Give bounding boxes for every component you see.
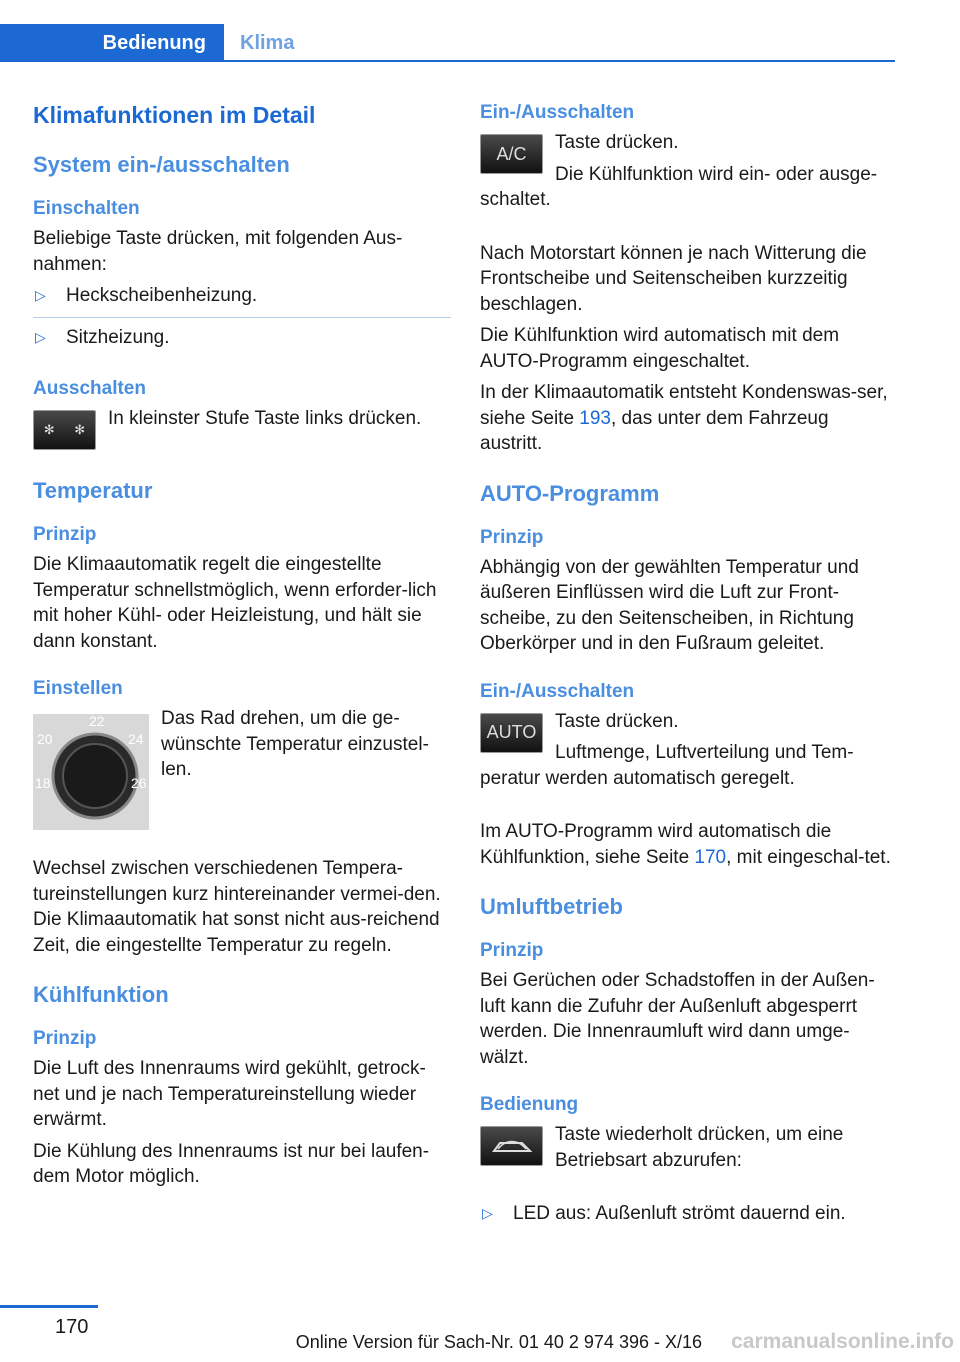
temperatur-heading: Temperatur — [33, 478, 153, 503]
car-recirculation-icon — [490, 1135, 534, 1157]
temperature-dial-image — [33, 714, 149, 830]
tab-bedienung[interactable]: Bedienung — [0, 24, 224, 62]
auto-button-image: AUTO — [480, 713, 543, 753]
tab-klima[interactable]: Klima — [240, 32, 295, 54]
dial-label: 26 — [131, 775, 147, 791]
einschalten-heading: Einschalten — [33, 198, 140, 219]
system-heading: System ein-/ausschalten — [33, 152, 290, 177]
kuehlfunktion-heading: Kühlfunktion — [33, 982, 169, 1007]
ac-text-2: Die Kühlfunktion wird ein- oder ausge-schaltet. — [480, 163, 878, 210]
triangle-bullet-icon: ▷ — [482, 1205, 493, 1221]
section-title: Klimafunktionen im Detail — [33, 102, 316, 128]
ausschalten-heading: Ausschalten — [33, 378, 146, 399]
ac-text-4: Die Kühlfunktion wird automatisch mit dem AUTO-Programm eingeschaltet. — [480, 325, 840, 372]
temperatur-prinzip-heading: Prinzip — [33, 524, 97, 545]
ausschalten-text: In kleinster Stufe Taste links drücken. — [108, 408, 422, 429]
wechsel-text: Wechsel zwischen verschiedenen Tempera-tureinstellungen kurz hintereinander vermei-den. Die Klimaautomatik hat sonst nicht aus-reichend Zeit, die eingestellte Temperatur zu regeln. — [33, 858, 441, 956]
bedienung-text: Taste wiederholt drücken, um eine Betriebsart abzurufen: — [555, 1124, 844, 1171]
umluft-modes-list — [480, 1201, 896, 1235]
recirculation-button-image — [480, 1126, 543, 1166]
fan-off-icon: ✻ — [43, 422, 55, 437]
right-column — [480, 100, 896, 1253]
list-item: ▷ LED aus: Außenluft strömt dauernd ein. — [480, 1201, 896, 1235]
kuehl-prinzip-heading: Prinzip — [33, 1028, 97, 1049]
triangle-bullet-icon: ▷ — [35, 328, 46, 345]
online-version-note: Online Version für Sach-Nr. 01 40 2 974 396 - X/16 — [295, 1332, 702, 1352]
umluft-heading: Umluftbetrieb — [480, 894, 623, 919]
auto-text-2: Luftmenge, Luftverteilung und Tem-peratur werden automatisch geregelt. — [480, 742, 854, 789]
auto-prinzip-text: Abhängig von der gewählten Temperatur und äußeren Einflüssen wird die Luft zur Front-scheibe, zu den Seitenscheiben, in Richtung Oberkörper und in den Fußraum geleitet. — [480, 556, 859, 654]
temperatur-prinzip-text: Die Klimaautomatik regelt die eingestellte Temperatur schnellstmöglich, wenn erforder-lich mit hoher Kühl- oder Heizleistung, und hält sie dann konstant. — [33, 554, 437, 652]
ac-ein-aus-heading: Ein-/Ausschalten — [480, 102, 635, 123]
page-link-170[interactable]: 170 — [694, 846, 727, 868]
auto-prinzip-heading: Prinzip — [480, 526, 544, 548]
umluft-prinzip-text: Bei Gerüchen oder Schadstoffen in der Außen-luft kann die Zufuhr der Außenluft abgesperrt werden. Die Innenraumluft wird dann umge-wälzt. — [480, 970, 875, 1068]
dial-label: 20 — [37, 731, 53, 747]
page-link-193[interactable]: 193 — [579, 407, 611, 429]
fan-off-button-image — [33, 410, 96, 450]
kuehl-text-1: Die Luft des Innenraums wird gekühlt, getrock-net und je nach Temperatureinstellung wieder erwärmt. — [33, 1058, 426, 1130]
left-column — [33, 100, 451, 1196]
watermark: carmanualsonline.info — [731, 1330, 954, 1353]
triangle-bullet-icon: ▷ — [35, 287, 46, 303]
header-tabs — [0, 24, 895, 62]
dial-label: 22 — [89, 714, 105, 729]
fan-icon: ✻ — [74, 422, 86, 437]
umluft-prinzip-heading: Prinzip — [480, 940, 544, 961]
dial-label: 18 — [35, 775, 51, 791]
bedienung-heading: Bedienung — [480, 1094, 579, 1115]
exceptions-list — [33, 283, 451, 358]
ac-text-3: Nach Motorstart können je nach Witterung die Frontscheibe und Seitenscheiben kurzzeitig beschlagen. — [480, 242, 867, 315]
einstellen-text: Das Rad drehen, um die ge-wünschte Temperatur einzustel-len. — [161, 708, 429, 780]
einstellen-heading: Einstellen — [33, 678, 123, 699]
page-number: 170 — [55, 1316, 89, 1338]
ac-button-image: A/C — [480, 134, 543, 174]
auto-text-1: Taste drücken. — [555, 710, 679, 732]
einschalten-text: Beliebige Taste drücken, mit folgenden Aus-nahmen: — [33, 228, 403, 275]
kuehl-text-2: Die Kühlung des Innenraums ist nur bei laufen-dem Motor möglich. — [33, 1140, 430, 1187]
ac-text-5: In der Klimaautomatik entsteht Kondenswas-ser, siehe Seite 193, das unter dem Fahrzeug austritt. — [480, 382, 888, 454]
footer-rule — [0, 1305, 98, 1308]
dial-label: 24 — [128, 731, 144, 747]
list-item: ▷ Sitzheizung. — [33, 325, 451, 359]
auto-text-3: Im AUTO-Programm wird automatisch die Kühlfunktion, siehe Seite 170, mit eingeschal-tet. — [480, 821, 891, 868]
auto-programm-heading: AUTO-Programm — [480, 480, 660, 506]
list-item: ▷ Heckscheibenheizung. — [33, 283, 451, 318]
ac-text-1: Taste drücken. — [555, 132, 679, 153]
header-rule — [0, 60, 895, 62]
auto-ein-aus-heading: Ein-/Ausschalten — [480, 680, 635, 702]
